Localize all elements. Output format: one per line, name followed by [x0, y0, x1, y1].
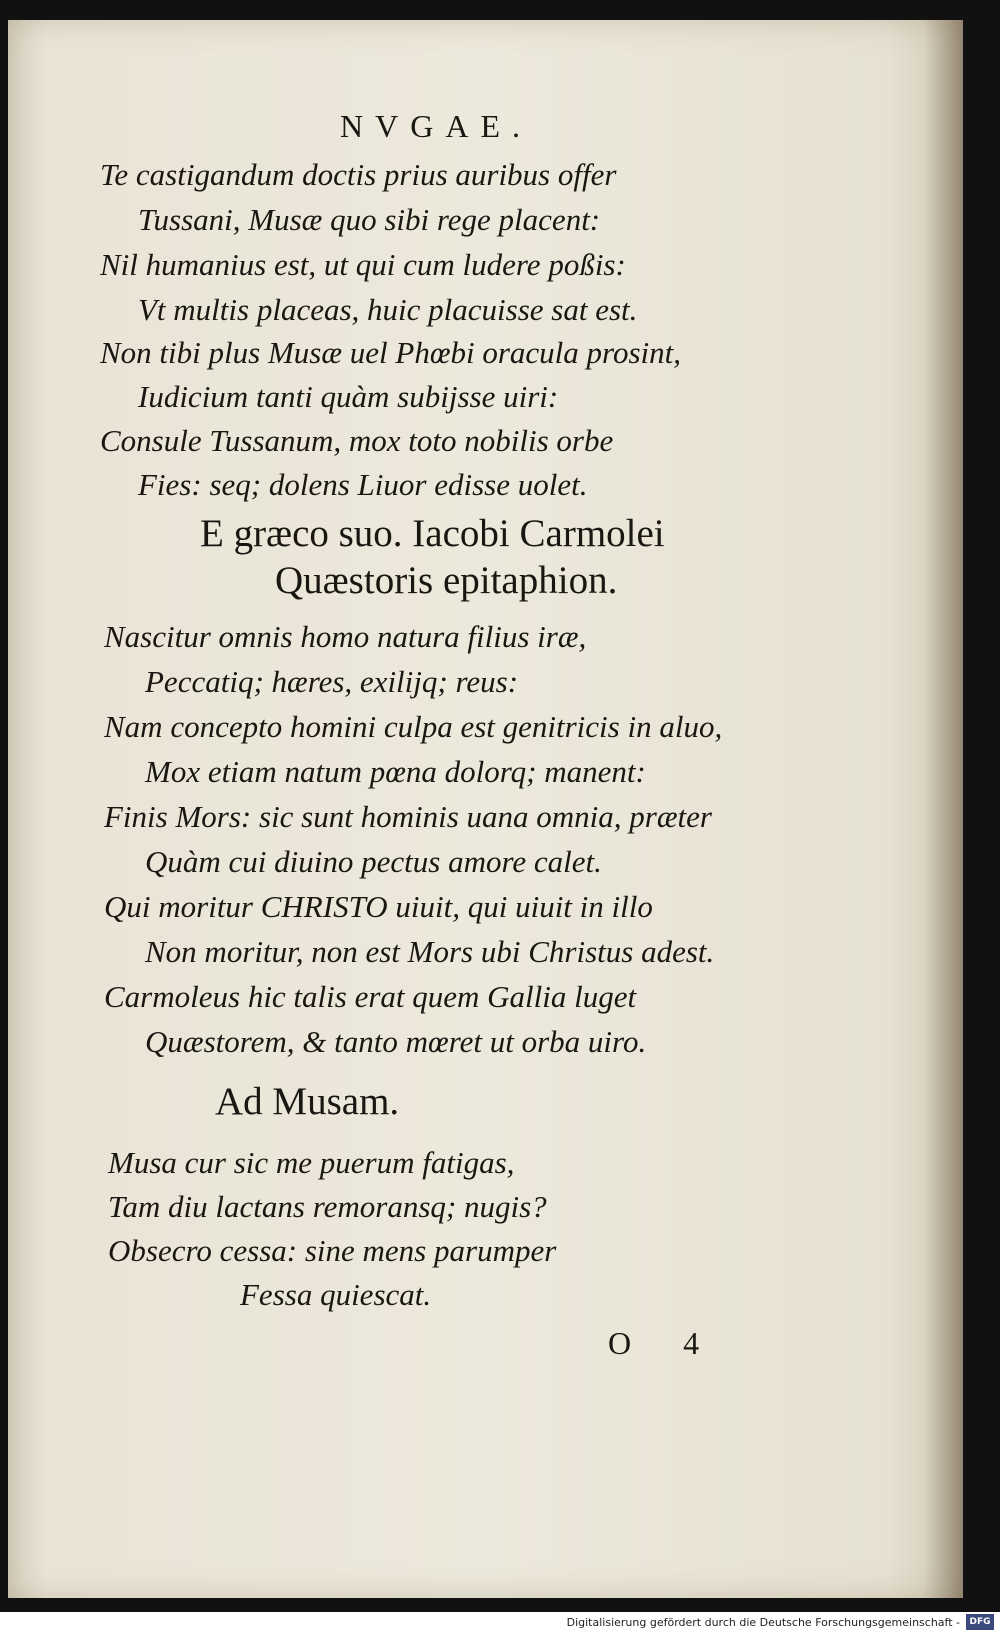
poem1-line-4: Vt multis placeas, huic placuisse sat est. — [138, 292, 638, 327]
digitization-credit: Digitalisierung gefördert durch die Deutsche Forschungsgemeinschaft - — [566, 1616, 960, 1629]
poem3-line-4: Fessa quiescat. — [240, 1277, 432, 1312]
poem2-line-9: Carmoleus hic talis erat quem Gallia luget — [104, 979, 637, 1014]
poem1-line-8: Fies: seq; dolens Liuor edisse uolet. — [138, 467, 588, 502]
poem3-line-3: Obsecro cessa: sine mens parumper — [108, 1233, 557, 1268]
poem1-line-5: Non tibi plus Musæ uel Phœbi oracula prosint, — [100, 335, 681, 370]
running-head: NVGAE. — [340, 108, 532, 144]
poem2-line-6: Quàm cui diuino pectus amore calet. — [145, 844, 602, 879]
poem1-line-2: Tussani, Musæ quo sibi rege placent: — [138, 202, 601, 237]
poem1-line-6: Iudicium tanti quàm subijsse uiri: — [138, 379, 559, 414]
poem3-line-1: Musa cur sic me puerum fatigas, — [108, 1145, 515, 1180]
poem2-line-1: Nascitur omnis homo natura filius iræ, — [104, 619, 587, 654]
poem3-line-2: Tam diu lactans remoransq; nugis? — [108, 1189, 547, 1224]
poem1-line-7: Consule Tussanum, mox toto nobilis orbe — [100, 423, 614, 458]
poem2-line-5: Finis Mors: sic sunt hominis uana omnia, præter — [104, 799, 712, 834]
epitaph-heading-line-1: E græco suo. Iacobi Carmolei — [200, 512, 665, 555]
poem2-line-10: Quæstorem, & tanto mœret ut orba uiro. — [145, 1024, 647, 1059]
poem2-line-4: Mox etiam natum pœna dolorq; manent: — [145, 754, 646, 789]
poem2-line-7: Qui moritur CHRISTO uiuit, qui uiuit in illo — [104, 889, 653, 924]
poem2-line-2: Peccatiq; hæres, exilijq; reus: — [145, 664, 519, 699]
poem2-line-8: Non moritur, non est Mors ubi Christus adest. — [145, 934, 715, 969]
page-spine-shadow — [923, 20, 963, 1598]
poem1-line-1: Te castigandum doctis prius auribus offer — [100, 157, 617, 192]
signature-mark: O 4 — [608, 1325, 722, 1361]
epitaph-heading-line-2: Quæstoris epitaphion. — [275, 559, 618, 602]
ad-musam-heading: Ad Musam. — [215, 1080, 400, 1123]
poem1-line-3: Nil humanius est, ut qui cum ludere poßis: — [100, 247, 626, 282]
dfg-logo: DFG — [966, 1614, 994, 1630]
poem2-line-3: Nam concepto homini culpa est genitricis in aluo, — [104, 709, 723, 744]
